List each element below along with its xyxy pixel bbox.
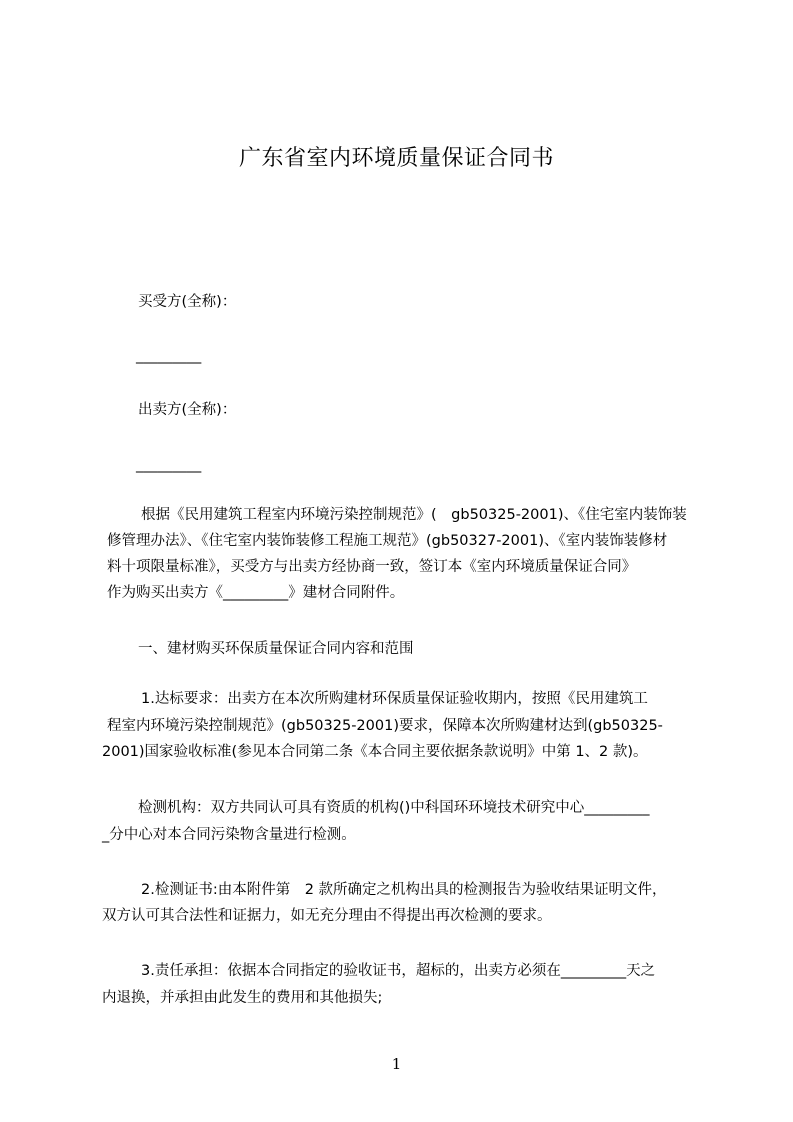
clause-line: 2001)国家验收标准(参见本合同第二条《本合同主要依据条款说明》中第 1、2 款)。 bbox=[102, 744, 648, 760]
clause-line: 内退换，并承担由此发生的费用和其他损失; bbox=[102, 990, 383, 1006]
seller-label: 出卖方(全称)： bbox=[138, 402, 237, 418]
document-title: 广东省室内环境质量保证合同书 bbox=[238, 146, 554, 171]
clause-line: _分中心对本合同污染物含量进行检测。 bbox=[102, 827, 356, 843]
buyer-label: 买受方(全称)： bbox=[138, 294, 237, 310]
clause-line: 1.达标要求：出卖方在本次所购建材环保质量保证验收期内，按照《民用建筑工 bbox=[141, 691, 648, 707]
section-1-heading: 一、建材购买环保质量保证合同内容和范围 bbox=[138, 641, 414, 657]
intro-line: 修管理办法》、《住宅室内装饰装修工程施工规范》(gb50327-2001)、《室内装饰装修材 bbox=[107, 533, 668, 549]
intro-line: 根据《民用建筑工程室内环境污染控制规范》( gb50325-2001)、《住宅室内装饰装 bbox=[141, 507, 687, 523]
buyer-name-blank: _________ bbox=[136, 348, 202, 364]
page-number: 1 bbox=[391, 1055, 402, 1073]
clause-line: 2.检测证书:由本附件第 2 款所确定之机构出具的检测报告为验收结果证明文件， bbox=[141, 882, 667, 898]
clause-line: 双方认可其合法性和证据力，如无充分理由不得提出再次检测的要求。 bbox=[102, 908, 552, 924]
clause-line: 程室内环境污染控制规范》(gb50325-2001)要求，保障本次所购建材达到(gb50325- bbox=[107, 718, 663, 734]
clause-line: 检测机构：双方共同认可具有资质的机构()中科国环环境技术研究中心_________ bbox=[138, 800, 650, 816]
seller-name-blank: _________ bbox=[136, 457, 202, 473]
clause-line: 3.责任承担：依据本合同指定的验收证书，超标的，出卖方必须在_________天之 bbox=[141, 963, 656, 979]
intro-line: 料十项限量标准》，买受方与出卖方经协商一致，签订本《室内环境质量保证合同》 bbox=[107, 559, 637, 575]
intro-line: 作为购买出卖方《_________》建材合同附件。 bbox=[107, 585, 405, 601]
